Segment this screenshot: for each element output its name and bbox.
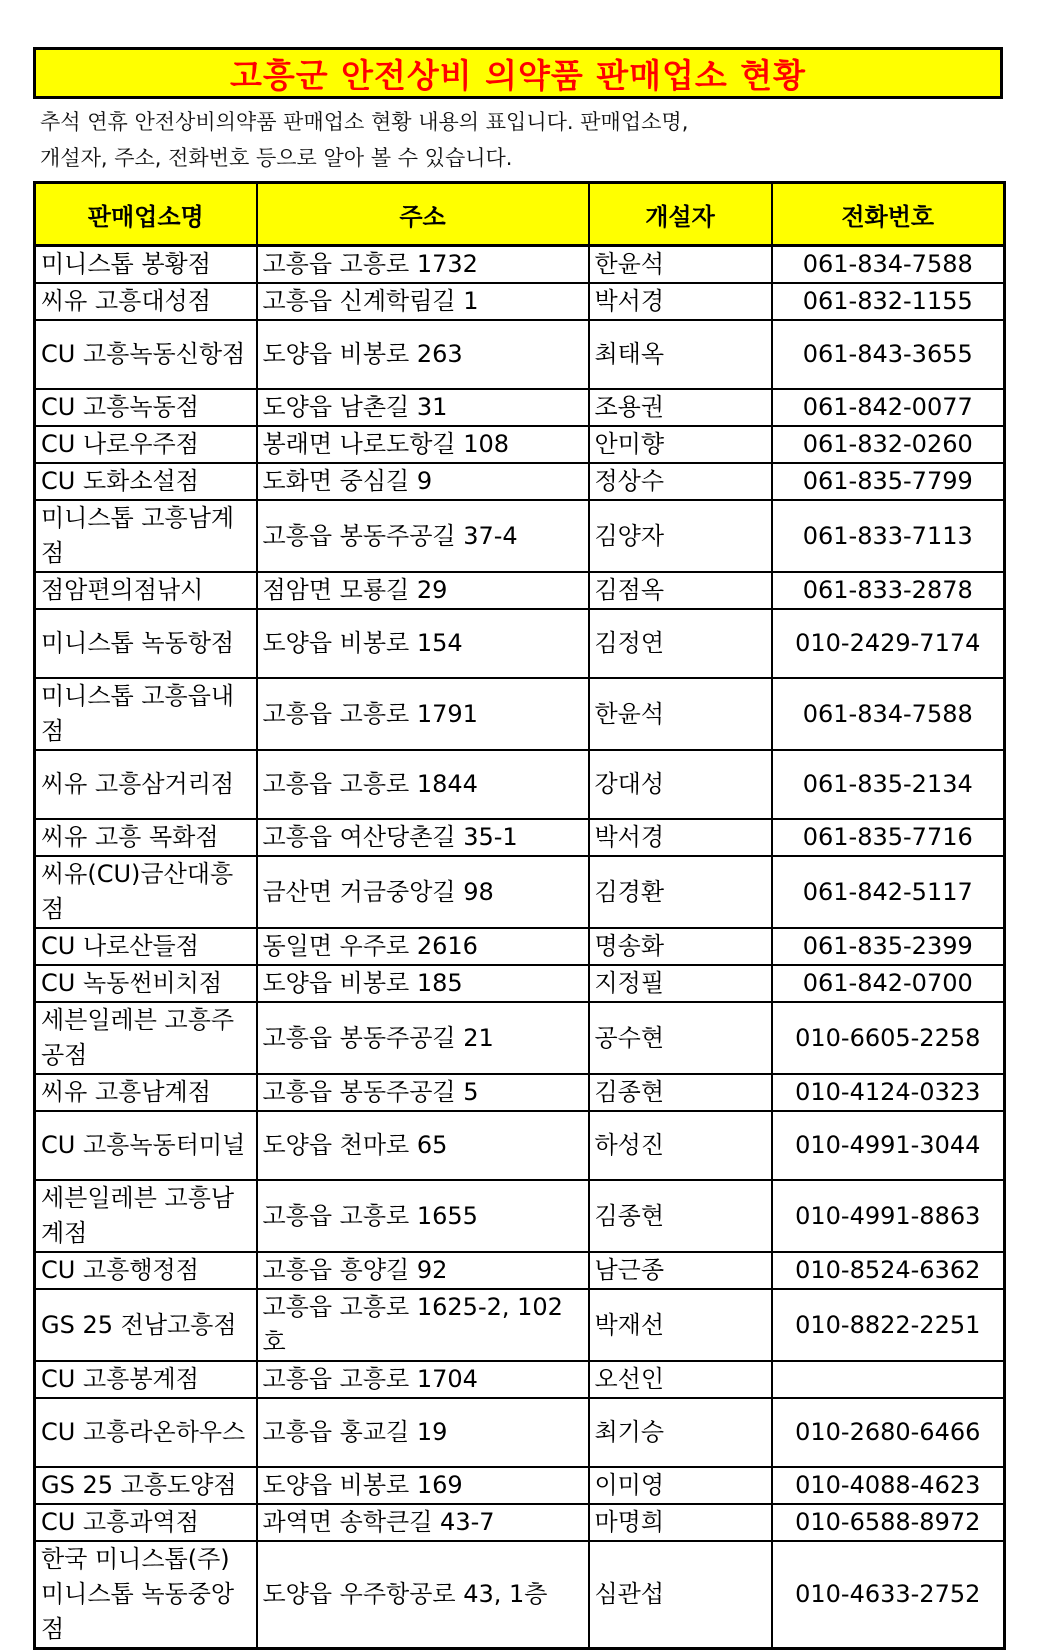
table-row	[35, 750, 1005, 819]
store-name-cell: GS 25 전남고흥점	[35, 1289, 257, 1361]
store-name-cell: 한국 미니스톱(주) 미니스톱 녹동중앙점	[35, 1541, 257, 1649]
store-name-cell: GS 25 고흥도양점	[35, 1467, 257, 1504]
table-row	[35, 965, 1005, 1002]
owner-cell: 하성진	[589, 1111, 772, 1180]
phone-cell: 061-842-0700	[772, 965, 1005, 1002]
header-owner: 개설자	[589, 183, 772, 246]
phone-cell: 061-832-0260	[772, 426, 1005, 463]
owner-cell: 공수현	[589, 1002, 772, 1074]
table-row	[35, 928, 1005, 965]
title-banner	[33, 47, 1003, 99]
phone-cell: 010-2680-6466	[772, 1398, 1005, 1467]
address-cell: 점암면 모룡길 29	[257, 572, 589, 609]
phone-cell: 061-835-2399	[772, 928, 1005, 965]
header-phone: 전화번호	[772, 183, 1005, 246]
address-cell: 도양읍 비봉로 154	[257, 609, 589, 678]
phone-cell: 061-833-2878	[772, 572, 1005, 609]
address-cell: 금산면 거금중앙길 98	[257, 856, 589, 928]
store-name-cell: CU 고흥라온하우스	[35, 1398, 257, 1467]
owner-cell: 김종현	[589, 1074, 772, 1111]
address-cell: 도양읍 우주항공로 43, 1층	[257, 1541, 589, 1649]
table-row	[35, 678, 1005, 750]
store-name-cell: CU 고흥봉계점	[35, 1361, 257, 1398]
owner-cell: 명송화	[589, 928, 772, 965]
address-cell: 도양읍 비봉로 263	[257, 320, 589, 389]
owner-cell: 김경환	[589, 856, 772, 928]
table-row	[35, 426, 1005, 463]
intro-line-1: 추석 연휴 안전상비의약품 판매업소 현황 내용의 표입니다. 판매업소명,	[40, 110, 689, 134]
phone-cell: 061-834-7588	[772, 246, 1005, 284]
store-name-cell: CU 나로산들점	[35, 928, 257, 965]
address-cell: 봉래면 나로도항길 108	[257, 426, 589, 463]
store-name-cell: 점암편의점낚시	[35, 572, 257, 609]
phone-cell: 010-6605-2258	[772, 1002, 1005, 1074]
address-cell: 도양읍 천마로 65	[257, 1111, 589, 1180]
phone-cell: 010-8524-6362	[772, 1252, 1005, 1289]
table-row	[35, 320, 1005, 389]
address-cell: 도양읍 남촌길 31	[257, 389, 589, 426]
owner-cell: 이미영	[589, 1467, 772, 1504]
store-table	[33, 181, 1006, 1650]
owner-cell: 정상수	[589, 463, 772, 500]
phone-cell: 061-842-5117	[772, 856, 1005, 928]
store-name-cell: 씨유 고흥삼거리점	[35, 750, 257, 819]
header-store-name: 판매업소명	[35, 183, 257, 246]
table-row	[35, 819, 1005, 856]
owner-cell: 마명희	[589, 1504, 772, 1541]
owner-cell: 박서경	[589, 819, 772, 856]
table-row	[35, 1111, 1005, 1180]
store-name-cell: 씨유 고흥 목화점	[35, 819, 257, 856]
phone-cell: 061-835-2134	[772, 750, 1005, 819]
address-cell: 고흥읍 여산당촌길 35-1	[257, 819, 589, 856]
address-cell: 도양읍 비봉로 185	[257, 965, 589, 1002]
header-address: 주소	[257, 183, 589, 246]
address-cell: 고흥읍 고흥로 1844	[257, 750, 589, 819]
address-cell: 고흥읍 고흥로 1655	[257, 1180, 589, 1252]
owner-cell: 박재선	[589, 1289, 772, 1361]
table-row	[35, 1252, 1005, 1289]
store-name-cell: CU 고흥과역점	[35, 1504, 257, 1541]
address-cell: 고흥읍 고흥로 1625-2, 102호	[257, 1289, 589, 1361]
table-row	[35, 1504, 1005, 1541]
address-cell: 동일면 우주로 2616	[257, 928, 589, 965]
table-row	[35, 389, 1005, 426]
table-row	[35, 500, 1005, 572]
address-cell: 도화면 중심길 9	[257, 463, 589, 500]
table-row	[35, 246, 1005, 284]
owner-cell: 남근종	[589, 1252, 772, 1289]
table-header-row	[35, 183, 1005, 246]
address-cell: 고흥읍 봉동주공길 37-4	[257, 500, 589, 572]
store-name-cell: 세븐일레븐 고흥남계점	[35, 1180, 257, 1252]
table-row	[35, 1398, 1005, 1467]
owner-cell: 한윤석	[589, 678, 772, 750]
store-name-cell: 세븐일레븐 고흥주공점	[35, 1002, 257, 1074]
owner-cell: 박서경	[589, 283, 772, 320]
phone-cell: 010-6588-8972	[772, 1504, 1005, 1541]
table-row	[35, 1002, 1005, 1074]
owner-cell: 오선인	[589, 1361, 772, 1398]
owner-cell: 안미향	[589, 426, 772, 463]
page-title: 고흥군 안전상비 의약품 판매업소 현황	[229, 55, 806, 95]
store-name-cell: 씨유 고흥남계점	[35, 1074, 257, 1111]
address-cell: 고흥읍 고흥로 1791	[257, 678, 589, 750]
owner-cell: 조용권	[589, 389, 772, 426]
owner-cell: 심관섭	[589, 1541, 772, 1649]
table-row	[35, 1467, 1005, 1504]
phone-cell: 061-833-7113	[772, 500, 1005, 572]
table-row	[35, 1289, 1005, 1361]
address-cell: 고흥읍 신계학림길 1	[257, 283, 589, 320]
store-name-cell: CU 고흥녹동신항점	[35, 320, 257, 389]
phone-cell: 061-834-7588	[772, 678, 1005, 750]
table-row	[35, 283, 1005, 320]
owner-cell: 김양자	[589, 500, 772, 572]
table-row	[35, 1361, 1005, 1398]
phone-cell: 061-842-0077	[772, 389, 1005, 426]
address-cell: 고흥읍 봉동주공길 21	[257, 1002, 589, 1074]
address-cell: 과역면 송학큰길 43-7	[257, 1504, 589, 1541]
table-row	[35, 463, 1005, 500]
phone-cell: 010-4991-8863	[772, 1180, 1005, 1252]
table-row	[35, 609, 1005, 678]
phone-cell	[772, 1361, 1005, 1398]
phone-cell: 010-8822-2251	[772, 1289, 1005, 1361]
address-cell: 고흥읍 흥양길 92	[257, 1252, 589, 1289]
phone-cell: 061-843-3655	[772, 320, 1005, 389]
phone-cell: 061-835-7799	[772, 463, 1005, 500]
address-cell: 고흥읍 홍교길 19	[257, 1398, 589, 1467]
store-name-cell: CU 고흥녹동터미널	[35, 1111, 257, 1180]
table-row	[35, 1074, 1005, 1111]
owner-cell: 김종현	[589, 1180, 772, 1252]
store-name-cell: CU 고흥행정점	[35, 1252, 257, 1289]
intro-line-2: 개설자, 주소, 전화번호 등으로 알아 볼 수 있습니다.	[40, 146, 513, 170]
store-name-cell: 미니스톱 봉황점	[35, 246, 257, 284]
phone-cell: 061-832-1155	[772, 283, 1005, 320]
owner-cell: 지정필	[589, 965, 772, 1002]
owner-cell: 김정연	[589, 609, 772, 678]
owner-cell: 한윤석	[589, 246, 772, 284]
store-name-cell: CU 고흥녹동점	[35, 389, 257, 426]
store-name-cell: 씨유(CU)금산대흥점	[35, 856, 257, 928]
address-cell: 도양읍 비봉로 169	[257, 1467, 589, 1504]
table-row	[35, 1541, 1005, 1649]
owner-cell: 최기승	[589, 1398, 772, 1467]
table-row	[35, 1180, 1005, 1252]
store-name-cell: 미니스톱 고흥읍내점	[35, 678, 257, 750]
store-name-cell: CU 도화소설점	[35, 463, 257, 500]
phone-cell: 010-2429-7174	[772, 609, 1005, 678]
table-row	[35, 572, 1005, 609]
address-cell: 고흥읍 고흥로 1704	[257, 1361, 589, 1398]
owner-cell: 강대성	[589, 750, 772, 819]
store-name-cell: 미니스톱 고흥남계점	[35, 500, 257, 572]
address-cell: 고흥읍 고흥로 1732	[257, 246, 589, 284]
store-name-cell: 미니스톱 녹동항점	[35, 609, 257, 678]
address-cell: 고흥읍 봉동주공길 5	[257, 1074, 589, 1111]
store-name-cell: 씨유 고흥대성점	[35, 283, 257, 320]
phone-cell: 010-4124-0323	[772, 1074, 1005, 1111]
store-name-cell: CU 나로우주점	[35, 426, 257, 463]
owner-cell: 최태옥	[589, 320, 772, 389]
phone-cell: 010-4088-4623	[772, 1467, 1005, 1504]
phone-cell: 061-835-7716	[772, 819, 1005, 856]
store-name-cell: CU 녹동썬비치점	[35, 965, 257, 1002]
table-row	[35, 856, 1005, 928]
phone-cell: 010-4633-2752	[772, 1541, 1005, 1649]
owner-cell: 김점옥	[589, 572, 772, 609]
phone-cell: 010-4991-3044	[772, 1111, 1005, 1180]
intro-text	[40, 104, 1000, 176]
